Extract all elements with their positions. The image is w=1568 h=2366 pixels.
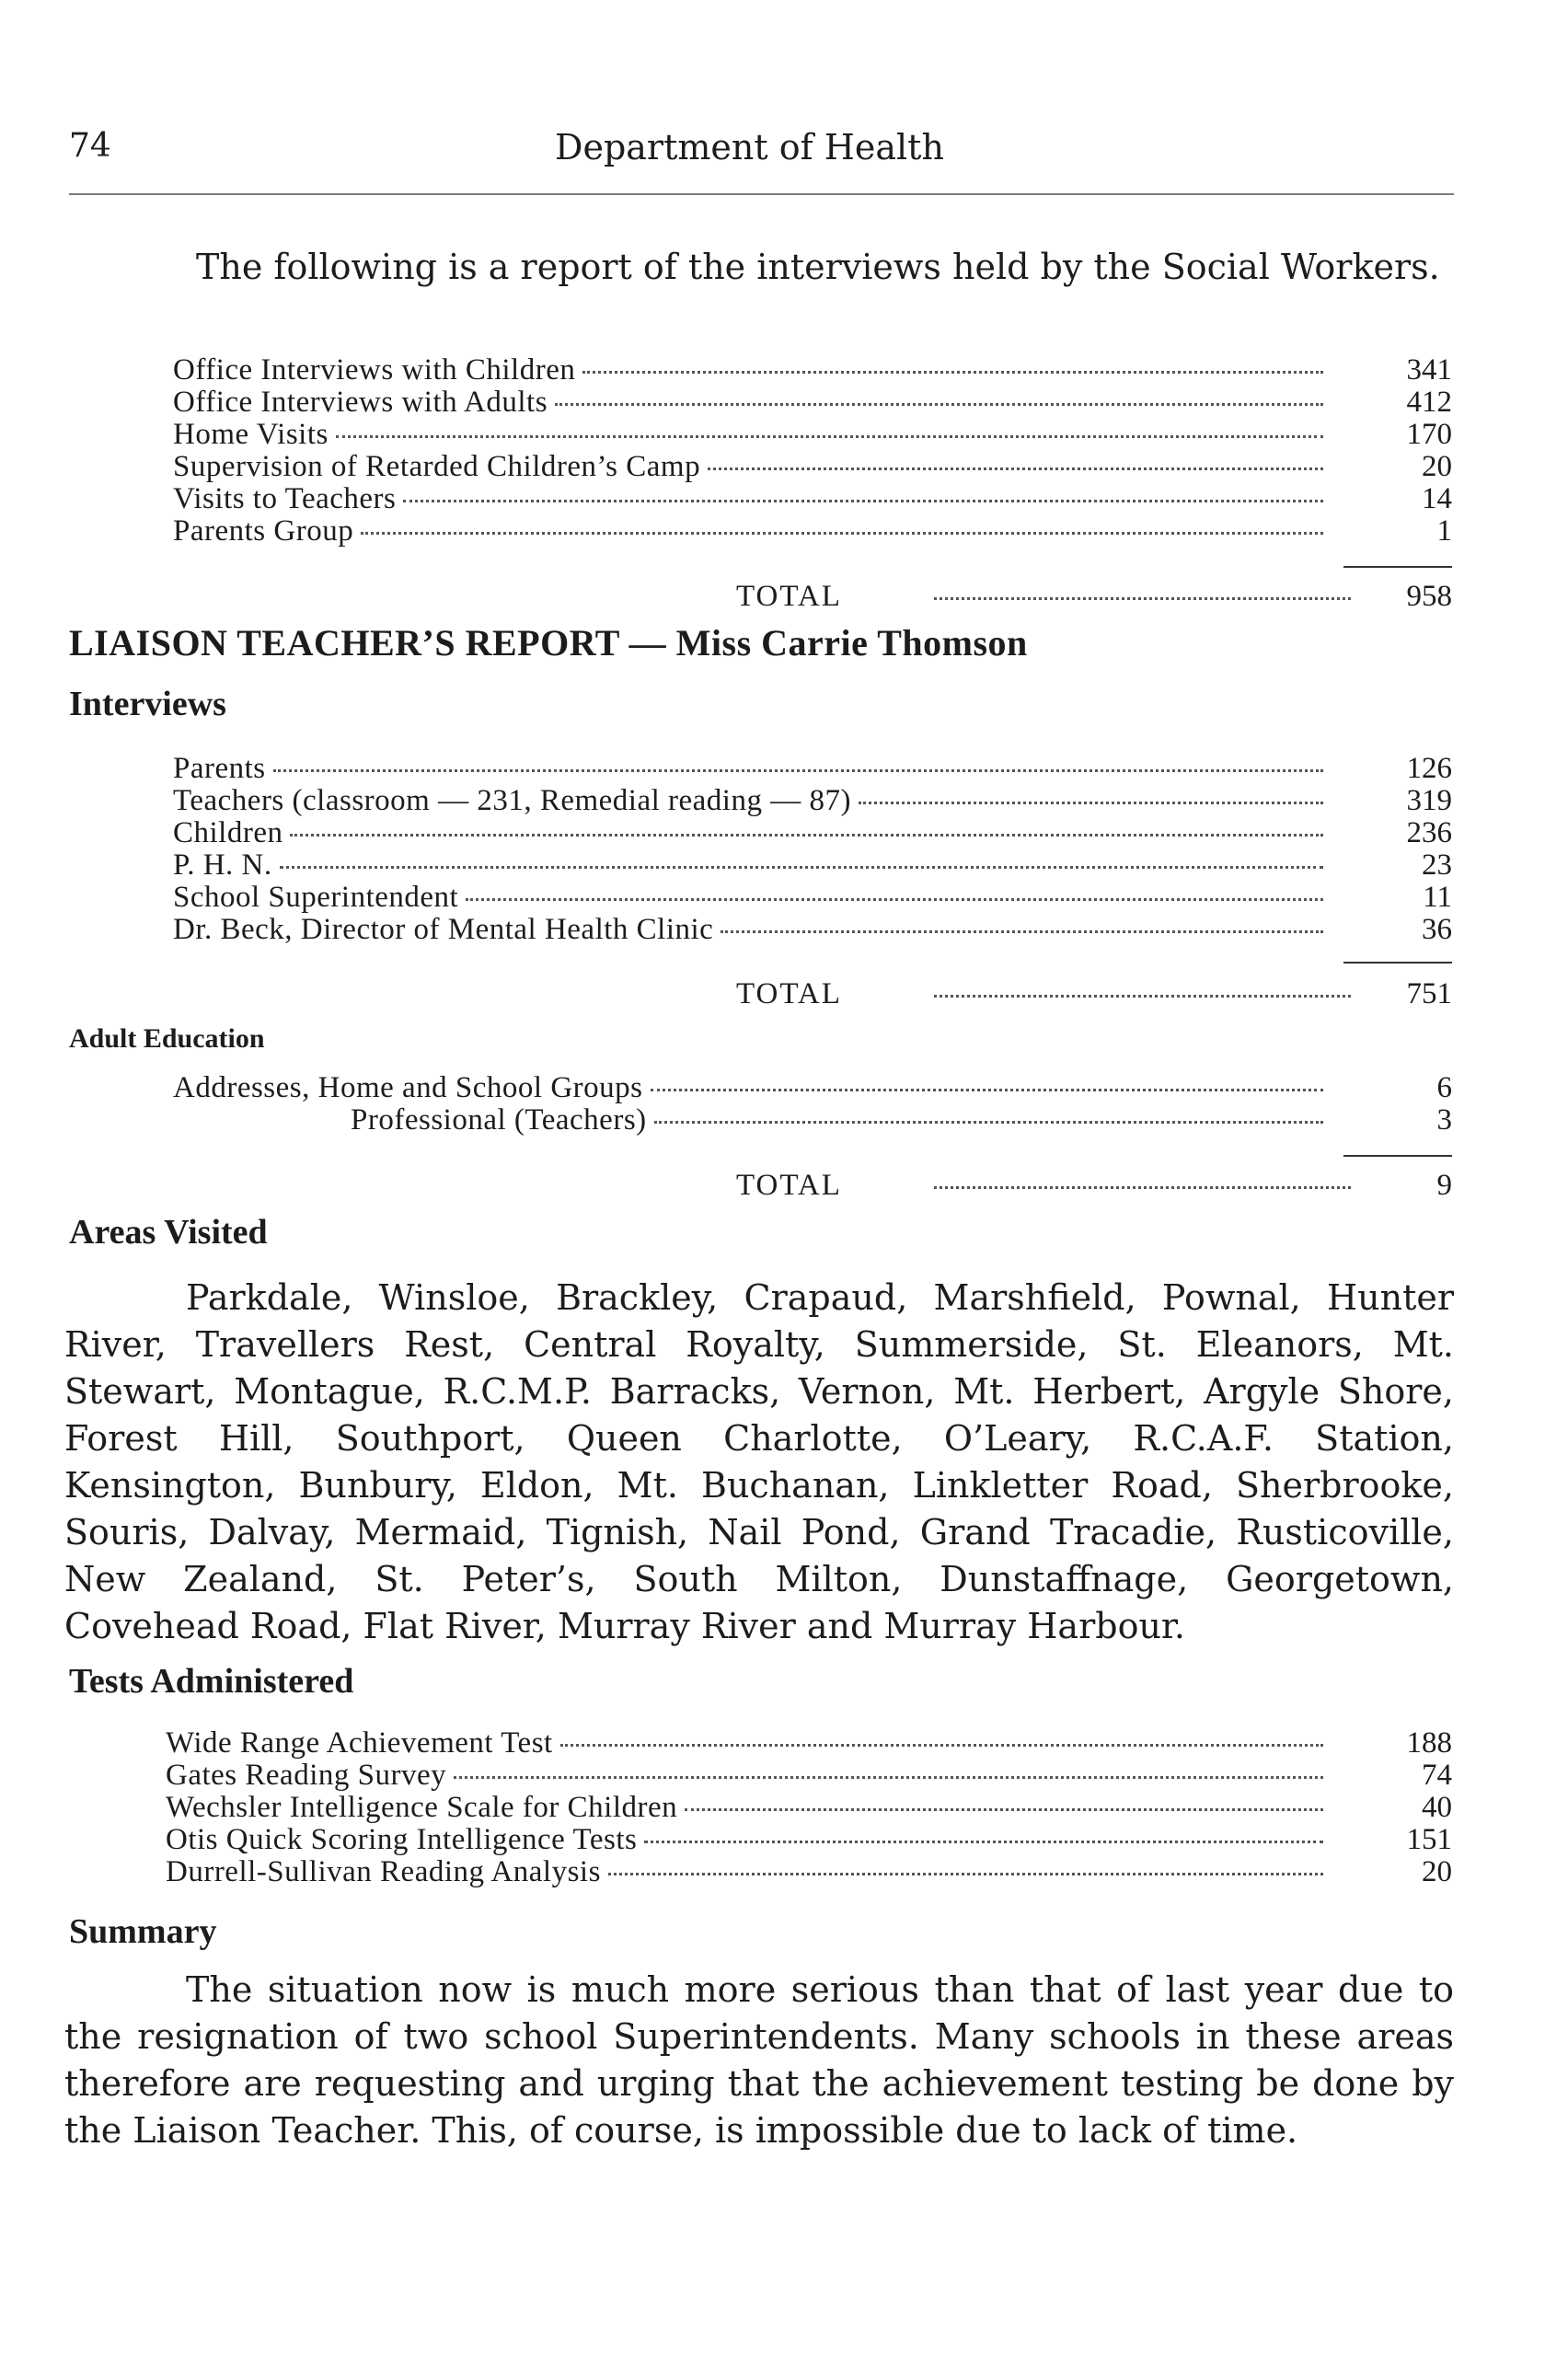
areas-visited-heading: Areas Visited [69, 1213, 268, 1252]
leader-dots [582, 371, 1323, 374]
table-row [173, 515, 1452, 548]
row-label: Teachers (classroom — 231, Remedial reading — 87) [173, 784, 851, 817]
table-row [166, 1792, 1452, 1824]
leader-dots [934, 995, 1351, 998]
row-label: Professional (Teachers) [351, 1103, 647, 1137]
leader-dots [685, 1808, 1323, 1811]
table-row [166, 1824, 1452, 1856]
row-value: 23 [1422, 848, 1452, 882]
interviews-heading: Interviews [69, 685, 226, 723]
row-label: Otis Quick Scoring Intelligence Tests [166, 1823, 638, 1856]
row-value: 151 [1406, 1823, 1452, 1856]
leader-dots [555, 403, 1323, 406]
interviews-table [173, 753, 1452, 946]
table-row [173, 1072, 1452, 1104]
row-label: Children [173, 816, 283, 849]
row-value: 3 [1436, 1103, 1452, 1137]
row-label: Dr. Beck, Director of Mental Health Clinic [173, 913, 714, 946]
summary-paragraph: The situation now is much more serious than that of last year due to the resignation of two school Superintendents. Many schools in these areas therefore are requesting and urging that the achievement testing be done by the Liaison Teacher. This, of course, is impossible due to lack of time. [64, 1969, 1454, 2151]
leader-dots [934, 597, 1351, 600]
leader-dots [654, 1121, 1323, 1124]
leader-dots [644, 1841, 1323, 1843]
row-value: 1 [1436, 514, 1452, 548]
leader-dots [290, 834, 1323, 837]
row-value: 341 [1406, 353, 1452, 387]
header-rule [69, 193, 1454, 195]
running-title: Department of Health [555, 127, 944, 167]
intro-paragraph: The following is a report of the interviews held by the Social Workers. [196, 247, 1440, 287]
table-row [173, 785, 1452, 817]
sum-rule [1343, 566, 1452, 568]
row-value: 236 [1406, 816, 1452, 849]
summary-heading: Summary [69, 1912, 217, 1951]
adult-education-table [173, 1072, 1452, 1137]
table-row [173, 882, 1452, 914]
row-label: Office Interviews with Adults [173, 386, 548, 419]
row-value: 6 [1436, 1071, 1452, 1104]
adult-education-heading: Adult Education [69, 1023, 265, 1054]
row-value: 14 [1422, 482, 1452, 515]
row-value: 319 [1406, 784, 1452, 817]
row-value: 40 [1422, 1791, 1452, 1824]
leader-dots [651, 1089, 1323, 1091]
leader-dots [721, 930, 1323, 933]
tests-table [166, 1727, 1452, 1888]
sum-rule [1343, 1155, 1452, 1157]
row-label: Visits to Teachers [173, 482, 397, 515]
row-value: 412 [1406, 386, 1452, 419]
row-value: 74 [1422, 1759, 1452, 1792]
social-workers-total [736, 578, 1452, 615]
leader-dots [708, 467, 1323, 470]
total-label: TOTAL [736, 977, 842, 1010]
leader-dots [454, 1776, 1323, 1779]
leader-dots [859, 802, 1323, 804]
leader-dots [560, 1744, 1323, 1747]
table-row [173, 483, 1452, 515]
table-row [173, 914, 1452, 946]
row-label: Gates Reading Survey [166, 1759, 447, 1792]
total-value: 958 [1406, 580, 1452, 613]
page-number: 74 [69, 127, 111, 165]
areas-visited-paragraph: Parkdale, Winsloe, Brackley, Crapaud, Marshfield, Pownal, Hunter River, Travellers Rest, Central Royalty, Summerside, St. Eleanors, Mt. Stewart, Montague, R.C.M.P. Barracks, Vernon, Mt. Herbert, Argyle Shore, Forest Hill, Southport, Queen Charlotte, O’Leary, R.C.A.F. Station, Kensington, Bunbury, Eldon, Mt. Buchanan, Linkletter Road, Sherbrooke, Souris, Dalvay, Mermaid, Tignish, Nail Pond, Grand Tracadie, Rusticoville, New Zealand, St. Peter’s, South Milton, Dunstaffnage, Georgetown, Covehead Road, Flat River, Murray River and Murray Harbour. [64, 1277, 1454, 1646]
leader-dots [361, 532, 1323, 535]
row-label: Office Interviews with Children [173, 353, 576, 387]
table-row [166, 1760, 1452, 1792]
row-label: School Superintendent [173, 881, 459, 914]
row-label: P. H. N. [173, 848, 272, 882]
leader-dots [273, 769, 1323, 772]
row-value: 36 [1422, 913, 1452, 946]
table-row [173, 451, 1452, 483]
table-row [173, 387, 1452, 419]
row-value: 20 [1422, 1855, 1452, 1888]
liaison-heading: LIAISON TEACHER’S REPORT — Miss Carrie Thomson [69, 622, 1028, 664]
table-row [166, 1856, 1452, 1888]
row-label: Home Visits [173, 418, 329, 451]
table-row [173, 849, 1452, 882]
row-label: Wide Range Achievement Test [166, 1726, 553, 1760]
table-row [173, 419, 1452, 451]
row-label: Wechsler Intelligence Scale for Children [166, 1791, 678, 1824]
table-row [173, 1104, 1452, 1137]
page-header [69, 127, 1454, 175]
table-row [173, 753, 1452, 785]
row-value: 20 [1422, 450, 1452, 483]
tests-administered-heading: Tests Administered [69, 1662, 354, 1701]
table-row [166, 1727, 1452, 1760]
total-label: TOTAL [736, 580, 842, 613]
row-value: 11 [1423, 881, 1452, 914]
row-value: 188 [1406, 1726, 1452, 1760]
row-label: Durrell-Sullivan Reading Analysis [166, 1855, 601, 1888]
leader-dots [280, 866, 1323, 869]
table-row [173, 817, 1452, 849]
leader-dots [608, 1873, 1323, 1875]
total-value: 9 [1436, 1169, 1452, 1202]
leader-dots [336, 435, 1323, 438]
leader-dots [403, 500, 1323, 502]
interviews-total [736, 975, 1452, 1012]
leader-dots [934, 1186, 1351, 1189]
row-value: 126 [1406, 752, 1452, 785]
row-label: Parents Group [173, 514, 354, 548]
table-row [173, 354, 1452, 387]
row-label: Supervision of Retarded Children’s Camp [173, 450, 701, 483]
social-workers-table [173, 354, 1452, 548]
sum-rule [1343, 962, 1452, 964]
row-label: Parents [173, 752, 266, 785]
total-label: TOTAL [736, 1169, 842, 1202]
adult-education-total [736, 1167, 1452, 1204]
leader-dots [466, 898, 1323, 901]
total-value: 751 [1406, 977, 1452, 1010]
row-value: 170 [1406, 418, 1452, 451]
row-label: Addresses, Home and School Groups [173, 1071, 643, 1104]
